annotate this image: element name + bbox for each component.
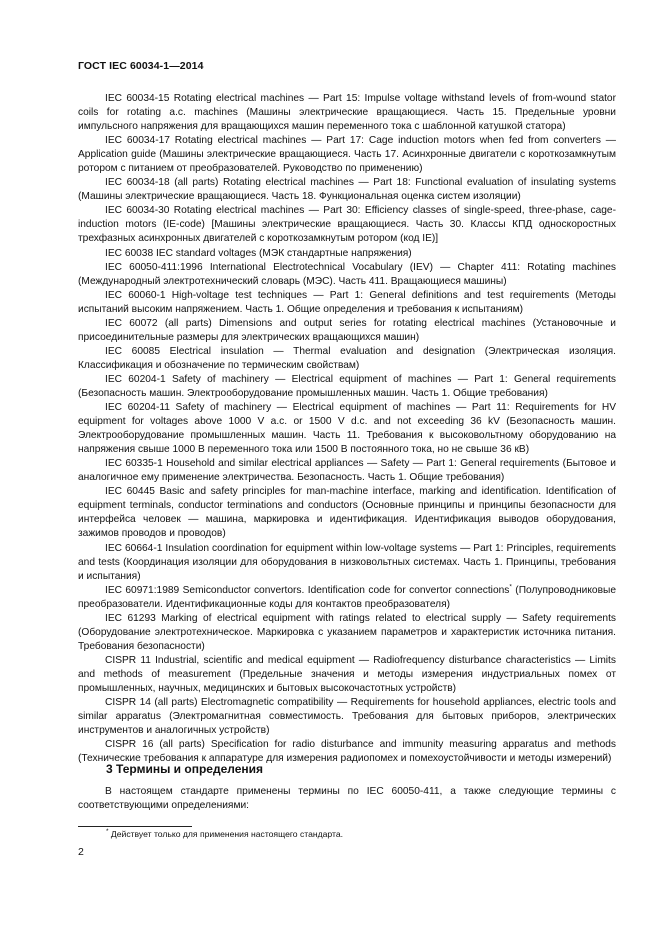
reference-text: IEC 60971:1989 Semiconductor convertors. Identification code for convertor connections bbox=[105, 584, 510, 596]
reference-item: CISPR 16 (all parts) Specification for radio disturbance and immunity measuring apparatus and methods (Технические требования к аппаратуре для измерения радиопомех и помехоустойчивости и методы измерений) bbox=[78, 739, 616, 765]
reference-item: IEC 60664-1 Insulation coordination for equipment within low-voltage systems — Part 1: Principles, requirements and tests (Координация изоляции для оборудования в низковольтных системах. Часть 1. Принципы, требования и испытания) bbox=[78, 542, 616, 582]
footnote-divider bbox=[78, 826, 192, 827]
reference-item: IEC 60050-411:1996 International Electrotechnical Vocabulary (IEV) — Chapter 411: Rotating machines (Международный электротехнический словарь (МЭС). Часть 411. Вращающиеся машины) bbox=[78, 261, 616, 287]
reference-item: IEC 60204-11 Safety of machinery — Electrical equipment of machines — Part 11: Requirements for HV equipment for voltages above 1000 V a.c. or 1500 V d.c. and not exceeding 36 kV (Безопасность машин. Электрооборудование промышленных машин. Часть 11. Требования к высоковольтному оборудованию на напряжения свыше 1000 В переменного тока или 1500 В постоянного тока, но не свыше 36 кВ) bbox=[78, 402, 616, 456]
page-number: 2 bbox=[78, 846, 84, 858]
reference-item: IEC 60034-15 Rotating electrical machines — Part 15: Impulse voltage withstand levels of from-wound stator coils for rotating a.c. machines (Машины электрические вращающиеся. Часть 15. Предельные уровни импульсного напряжения для вращающихся машин переменного тока с шаблонной катушкой статора) bbox=[78, 93, 616, 133]
footnote-marker: * bbox=[106, 828, 109, 836]
footnote bbox=[106, 829, 343, 839]
footnote-text: Действует только для применения настоящего стандарта. bbox=[108, 829, 344, 839]
reference-item: IEC 60034-18 (all parts) Rotating electrical machines — Part 18: Functional evaluation of insulating systems (Машины электрические вращающиеся. Часть 18. Функциональная оценка систем изоляции) bbox=[78, 177, 616, 203]
reference-item: IEC 60034-30 Rotating electrical machines — Part 30: Efficiency classes of single-speed, three-phase, cage-induction motors (IE-code) [Машины электрические вращающиеся. Часть 30. Классы КПД односкоростных трехфазных асинхронных двигателей с короткозамкнутым ротором (код IE)] bbox=[78, 205, 616, 245]
reference-item: IEC 60335-1 Household and similar electrical appliances — Safety — Part 1: General requirements (Бытовое и аналогичное ему применение электричества. Безопасность. Часть 1. Общие требования) bbox=[78, 458, 616, 484]
reference-item: IEC 60038 IEC standard voltages (МЭК стандартные напряжения) bbox=[105, 247, 412, 259]
reference-item: IEC 60204-1 Safety of machinery — Electrical equipment of machines — Part 1: General requirements (Безопасность машин. Электрооборудование промышленных машин. Часть 1. Общие требования) bbox=[78, 373, 616, 399]
reference-item: IEC 61293 Marking of electrical equipment with ratings related to electrical supply — Safety requirements (Оборудование электротехническое. Маркировка с указанием параметров и характеристик источника питания. Требования безопасности) bbox=[78, 612, 616, 652]
section-intro-paragraph: В настоящем стандарте применены термины по IEC 60050-411, а также следующие термины с соответствующими определениями: bbox=[78, 786, 616, 812]
section-heading: 3 Термины и определения bbox=[106, 762, 264, 776]
reference-item: IEC 60060-1 High-voltage test techniques — Part 1: General definitions and test requirements (Методы испытаний высоким напряжением. Часть 1. Общие определения и требования к испытаниям) bbox=[78, 289, 616, 315]
reference-text: (Полупроводниковые преобразователи. Идентификационные коды для контактов преобразователя) bbox=[78, 584, 616, 610]
reference-item: CISPR 11 Industrial, scientific and medical equipment — Radiofrequency disturbance characteristics — Limits and methods of measurement (Предельные значения и методы измерения индустриальных помех от промышленных, научных, медицинских и бытовых высокочастотных устройств) bbox=[78, 654, 616, 694]
reference-item-with-footnote bbox=[78, 584, 616, 612]
reference-item: IEC 60445 Basic and safety principles for man-machine interface, marking and identification. Identification of equipment terminals, conductor terminations and conductors (Основные принципы и принципы безопасности для интерфейса человек — машина, маркировка и идентификация. Идентификация выводов оборудования, зажимов проводов и проводов) bbox=[78, 486, 616, 540]
reference-item: IEC 60085 Electrical insulation — Thermal evaluation and designation (Электрическая изоляция. Классификация и обозначение по термическим свойствам) bbox=[78, 345, 616, 371]
references-list bbox=[78, 92, 616, 766]
reference-item: IEC 60034-17 Rotating electrical machines — Part 17: Cage induction motors when fed from converters — Application guide (Машины электрические вращающиеся. Часть 17. Асинхронные двигатели с короткозамкнутым ротором с питанием от преобразователей. Руководство по применению) bbox=[78, 135, 616, 175]
reference-item: CISPR 14 (all parts) Electromagnetic compatibility — Requirements for household appliances, electric tools and similar apparatus (Электромагнитная совместимость. Требования для бытовых приборов, электрических инструментов и аналогичных устройств) bbox=[78, 697, 616, 737]
document-header: ГОСТ IEC 60034-1—2014 bbox=[78, 60, 204, 72]
footnote-marker: * bbox=[509, 583, 512, 591]
reference-item: IEC 60072 (all parts) Dimensions and output series for rotating electrical machines (Установочные и присоединительные размеры для электрических вращающихся машин) bbox=[78, 317, 616, 343]
